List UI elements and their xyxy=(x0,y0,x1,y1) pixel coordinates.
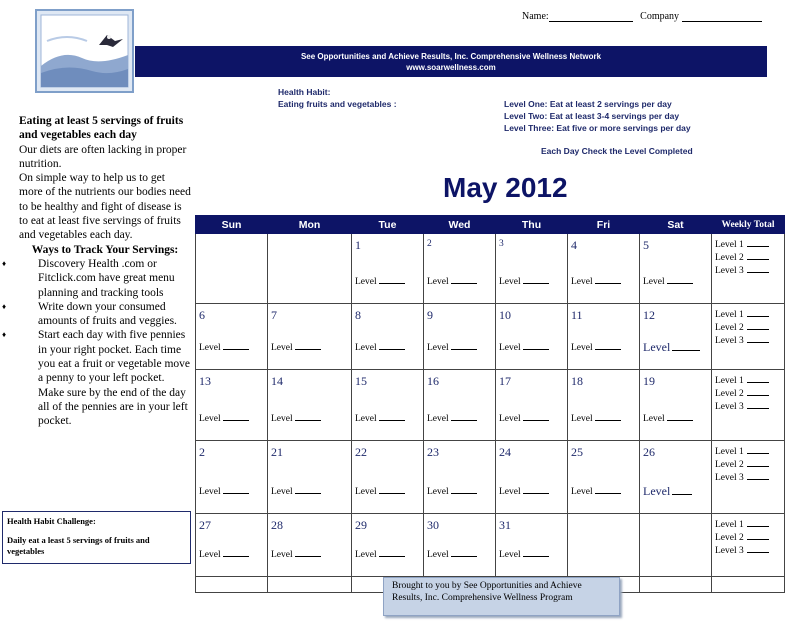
level-blank[interactable] xyxy=(379,341,405,350)
weekly-level-row xyxy=(715,387,769,400)
level-blank[interactable] xyxy=(672,486,692,495)
day-cell xyxy=(196,514,268,577)
level-label: Level xyxy=(427,550,449,560)
day-cell xyxy=(496,304,568,370)
level-blank[interactable] xyxy=(523,412,549,421)
day-cell xyxy=(352,304,424,370)
tip-item xyxy=(19,257,191,300)
day-cell xyxy=(496,370,568,441)
day-cell xyxy=(568,441,640,514)
level-label: Level xyxy=(499,277,521,287)
level-blank[interactable] xyxy=(295,341,321,350)
level-label: Level xyxy=(499,487,521,497)
day-number: 14 xyxy=(271,374,283,388)
level-label: Level xyxy=(355,487,377,497)
weekly-level-row xyxy=(715,334,769,347)
level-label: Level xyxy=(271,343,293,353)
level-label: Level xyxy=(427,343,449,353)
level-label: Level xyxy=(643,340,671,354)
day-cell xyxy=(352,441,424,514)
weekly-level-row xyxy=(715,531,769,544)
empty-day-cell xyxy=(568,514,640,577)
day-number: 1 xyxy=(355,238,361,252)
weekly-total-cell xyxy=(712,234,785,304)
level-entry xyxy=(571,275,621,287)
calendar-header-row xyxy=(196,216,785,234)
level-two-text: Level Two: Eat at least 3-4 servings per day xyxy=(504,111,680,121)
weekly-level-blank[interactable] xyxy=(747,544,769,553)
weekly-level-label: Level 3 xyxy=(715,473,744,483)
weekly-total-cell xyxy=(712,441,785,514)
weekly-level-label: Level 3 xyxy=(715,402,744,412)
day-cell xyxy=(424,441,496,514)
day-number: 31 xyxy=(499,518,511,532)
day-number: 5 xyxy=(643,238,649,252)
day-cell xyxy=(196,370,268,441)
day-number: 15 xyxy=(355,374,367,388)
weekly-level-blank[interactable] xyxy=(747,458,769,467)
day-number: 16 xyxy=(427,374,439,388)
weekly-level-row xyxy=(715,264,769,277)
footer-box: Brought to you by See Opportunities and Achieve Results, Inc. Comprehensive Wellness Program xyxy=(383,577,620,616)
level-entry xyxy=(643,484,692,499)
weekly-level-label: Level 1 xyxy=(715,310,744,320)
day-number: 8 xyxy=(355,308,361,322)
day-number: 17 xyxy=(499,374,511,388)
weekly-total-cell xyxy=(712,514,785,577)
day-cell xyxy=(640,441,712,514)
weekly-level-label: Level 1 xyxy=(715,376,744,386)
day-number: 10 xyxy=(499,308,511,322)
level-blank[interactable] xyxy=(451,548,477,557)
level-label: Level xyxy=(499,414,521,424)
weekly-level-blank[interactable] xyxy=(747,374,769,383)
day-number: 7 xyxy=(271,308,277,322)
weekly-level-label: Level 2 xyxy=(715,533,744,543)
banner-url: www.soarwellness.com xyxy=(406,63,496,72)
day-number: 24 xyxy=(499,445,511,459)
day-header-wed: Wed xyxy=(424,216,496,234)
level-label: Level xyxy=(427,414,449,424)
tip-text: ♦ Discovery Health .com or Fitclick.com have great menu planning and tracking tools xyxy=(38,257,175,299)
level-blank[interactable] xyxy=(672,342,700,351)
level-entry xyxy=(355,412,405,424)
day-number: 13 xyxy=(199,374,211,388)
level-entry xyxy=(427,412,477,424)
weekly-total-cell xyxy=(712,370,785,441)
weekly-levels xyxy=(715,518,769,557)
level-label: Level xyxy=(571,277,593,287)
level-label: Level xyxy=(355,550,377,560)
weekly-level-label: Level 1 xyxy=(715,240,744,250)
sidebar-intro-1: Our diets are often lacking in proper nutrition. xyxy=(19,143,187,170)
level-entry xyxy=(499,341,549,353)
day-cell xyxy=(268,514,352,577)
challenge-box xyxy=(2,511,191,564)
calendar-week-row xyxy=(196,441,785,514)
day-cell xyxy=(268,304,352,370)
day-header-tue: Tue xyxy=(352,216,424,234)
health-habit-text: Eating fruits and vegetables : xyxy=(278,99,397,109)
weekly-level-blank[interactable] xyxy=(747,334,769,343)
level-entry xyxy=(271,341,321,353)
day-number: 22 xyxy=(355,445,367,459)
health-habit-title: Health Habit: xyxy=(278,87,331,97)
day-header-sun: Sun xyxy=(196,216,268,234)
level-entry xyxy=(643,412,693,424)
day-number: 6 xyxy=(199,308,205,322)
day-cell xyxy=(196,441,268,514)
empty-day-cell xyxy=(196,234,268,304)
level-entry xyxy=(355,485,405,497)
day-number: 30 xyxy=(427,518,439,532)
level-label: Level xyxy=(271,487,293,497)
weekly-level-label: Level 3 xyxy=(715,546,744,556)
day-number: 9 xyxy=(427,308,433,322)
calendar-week-row xyxy=(196,234,785,304)
level-entry xyxy=(499,548,549,560)
weekly-level-label: Level 3 xyxy=(715,266,744,276)
calendar-week-row xyxy=(196,514,785,577)
weekly-level-row xyxy=(715,518,769,531)
level-entry xyxy=(499,275,549,287)
level-entry xyxy=(499,485,549,497)
day-number: 11 xyxy=(571,308,583,322)
level-entry xyxy=(271,412,321,424)
level-label: Level xyxy=(199,343,221,353)
level-blank[interactable] xyxy=(595,412,621,421)
weekly-level-row xyxy=(715,374,769,387)
level-blank[interactable] xyxy=(451,485,477,494)
weekly-level-blank[interactable] xyxy=(747,321,769,330)
weekly-level-blank[interactable] xyxy=(747,518,769,527)
weekly-level-blank[interactable] xyxy=(747,471,769,480)
weekly-level-blank[interactable] xyxy=(747,238,769,247)
name-label: Name: xyxy=(522,11,549,22)
header-banner xyxy=(135,46,767,77)
month-title: May 2012 xyxy=(443,172,568,203)
weekly-level-label: Level 2 xyxy=(715,389,744,399)
weekly-level-label: Level 3 xyxy=(715,336,744,346)
level-blank[interactable] xyxy=(223,485,249,494)
tip-item xyxy=(19,300,191,329)
weekly-level-label: Level 1 xyxy=(715,447,744,457)
day-cell xyxy=(268,441,352,514)
level-blank[interactable] xyxy=(451,275,477,284)
challenge-text: Daily eat a least 5 servings of fruits and vegetables xyxy=(7,535,150,556)
weekly-level-row xyxy=(715,251,769,264)
level-entry xyxy=(571,412,621,424)
day-number: 21 xyxy=(271,445,283,459)
weekly-level-row xyxy=(715,308,769,321)
level-entry xyxy=(427,548,477,560)
level-entry xyxy=(355,275,405,287)
level-blank[interactable] xyxy=(223,412,249,421)
level-one-text: Level One: Eat at least 2 servings per day xyxy=(504,99,672,109)
level-blank[interactable] xyxy=(223,548,249,557)
tip-item xyxy=(19,328,191,428)
level-entry xyxy=(427,341,477,353)
day-cell xyxy=(640,304,712,370)
weekly-total-header: Weekly Total xyxy=(712,216,785,234)
day-cell xyxy=(640,234,712,304)
level-label: Level xyxy=(427,487,449,497)
day-cell xyxy=(352,370,424,441)
day-cell xyxy=(424,370,496,441)
level-blank[interactable] xyxy=(523,548,549,557)
sidebar-heading: Eating at least 5 servings of fruits and vegetables each day xyxy=(19,115,184,142)
weekly-level-row xyxy=(715,458,769,471)
weekly-level-row xyxy=(715,321,769,334)
level-label: Level xyxy=(271,414,293,424)
level-label: Level xyxy=(643,277,665,287)
level-entry xyxy=(643,275,693,287)
day-header-thu: Thu xyxy=(496,216,568,234)
level-blank[interactable] xyxy=(523,275,549,284)
level-blank[interactable] xyxy=(295,485,321,494)
level-entry xyxy=(571,485,621,497)
level-entry xyxy=(427,485,477,497)
level-label: Level xyxy=(499,550,521,560)
weekly-level-blank[interactable] xyxy=(747,531,769,540)
weekly-level-label: Level 2 xyxy=(715,460,744,470)
day-cell xyxy=(424,304,496,370)
day-cell xyxy=(640,370,712,441)
day-cell xyxy=(424,234,496,304)
weekly-level-label: Level 1 xyxy=(715,520,744,530)
level-blank[interactable] xyxy=(379,275,405,284)
day-number: 4 xyxy=(571,238,577,252)
weekly-level-row xyxy=(715,238,769,251)
day-number: 27 xyxy=(199,518,211,532)
challenge-title: Health Habit Challenge: xyxy=(7,516,96,526)
sidebar-text xyxy=(19,114,191,429)
weekly-level-blank[interactable] xyxy=(747,264,769,273)
weekly-levels xyxy=(715,445,769,484)
day-number: 12 xyxy=(643,308,655,322)
ways-title: Ways to Track Your Servings: xyxy=(31,243,179,256)
level-label: Level xyxy=(199,487,221,497)
level-label: Level xyxy=(571,343,593,353)
weekly-level-blank[interactable] xyxy=(747,400,769,409)
level-blank[interactable] xyxy=(667,412,693,421)
day-cell xyxy=(568,370,640,441)
level-entry xyxy=(643,340,700,355)
level-label: Level xyxy=(355,414,377,424)
empty-day-cell xyxy=(268,234,352,304)
level-entry xyxy=(499,412,549,424)
level-entry xyxy=(271,485,321,497)
day-number: 2 xyxy=(427,239,432,249)
day-header-fri: Fri xyxy=(568,216,640,234)
weekly-level-label: Level 2 xyxy=(715,323,744,333)
calendar-table xyxy=(195,215,785,593)
day-number: 28 xyxy=(271,518,283,532)
company-blank[interactable] xyxy=(682,12,762,22)
level-blank[interactable] xyxy=(451,412,477,421)
day-cell xyxy=(568,234,640,304)
weekly-level-blank[interactable] xyxy=(747,251,769,260)
name-company-line xyxy=(522,11,762,22)
level-blank[interactable] xyxy=(379,548,405,557)
day-number: 19 xyxy=(643,374,655,388)
level-three-text: Level Three: Eat five or more servings per day xyxy=(504,123,691,133)
day-cell xyxy=(496,441,568,514)
level-label: Level xyxy=(643,484,671,498)
level-label: Level xyxy=(643,414,665,424)
weekly-level-blank[interactable] xyxy=(747,445,769,454)
day-cell xyxy=(352,514,424,577)
company-label: Company xyxy=(640,11,680,22)
day-cell xyxy=(424,514,496,577)
name-blank[interactable] xyxy=(549,12,633,22)
weekly-level-blank[interactable] xyxy=(747,387,769,396)
tip-text: ♦ Start each day with five pennies in your right pocket. Each time you eat a fruit or vegetable move a penny to your left pocket. Make sure by the end of the day all of the pennies are in your left pocket. xyxy=(38,329,190,428)
blank-cell xyxy=(712,577,785,593)
day-number: 23 xyxy=(427,445,439,459)
level-entry xyxy=(199,548,249,560)
level-label: Level xyxy=(499,343,521,353)
empty-day-cell xyxy=(640,514,712,577)
weekly-level-blank[interactable] xyxy=(747,308,769,317)
level-entry xyxy=(199,412,249,424)
level-entry xyxy=(199,485,249,497)
weekly-level-row xyxy=(715,445,769,458)
level-blank[interactable] xyxy=(523,341,549,350)
calendar-week-row xyxy=(196,370,785,441)
level-blank[interactable] xyxy=(223,341,249,350)
day-number: 2 xyxy=(199,445,205,459)
weekly-levels xyxy=(715,374,769,413)
blank-cell xyxy=(268,577,352,593)
tips-list xyxy=(19,257,191,429)
blank-cell xyxy=(196,577,268,593)
level-label: Level xyxy=(427,277,449,287)
level-label: Level xyxy=(355,277,377,287)
level-blank[interactable] xyxy=(595,485,621,494)
level-blank[interactable] xyxy=(295,412,321,421)
blank-cell xyxy=(640,577,712,593)
soar-logo xyxy=(35,9,134,93)
day-number: 26 xyxy=(643,445,655,459)
day-cell xyxy=(496,514,568,577)
level-label: Level xyxy=(199,550,221,560)
weekly-level-label: Level 2 xyxy=(715,253,744,263)
day-cell xyxy=(268,370,352,441)
level-label: Level xyxy=(199,414,221,424)
sidebar-intro-2: On simple way to help us to get more of the nutrients our bodies need to be healthy and fight of disease is to eat at least five servings of fruits and vegetables each day. xyxy=(19,172,191,242)
level-blank[interactable] xyxy=(667,275,693,284)
calendar-week-row xyxy=(196,304,785,370)
day-number: 25 xyxy=(571,445,583,459)
level-entry xyxy=(199,341,249,353)
weekly-total-cell xyxy=(712,304,785,370)
weekly-level-row xyxy=(715,471,769,484)
level-label: Level xyxy=(571,414,593,424)
level-entry xyxy=(571,341,621,353)
level-entry xyxy=(355,341,405,353)
day-number: 3 xyxy=(499,239,504,249)
day-cell xyxy=(352,234,424,304)
day-number: 29 xyxy=(355,518,367,532)
level-entry xyxy=(355,548,405,560)
tip-text: ♦ Write down your consumed amounts of fruits and veggies. xyxy=(38,300,177,328)
day-cell xyxy=(196,304,268,370)
level-entry xyxy=(271,548,321,560)
level-blank[interactable] xyxy=(379,485,405,494)
day-cell xyxy=(568,304,640,370)
day-header-sat: Sat xyxy=(640,216,712,234)
weekly-level-row xyxy=(715,400,769,413)
level-blank[interactable] xyxy=(595,341,621,350)
instruction-text: Each Day Check the Level Completed xyxy=(541,146,693,156)
level-entry xyxy=(427,275,477,287)
level-label: Level xyxy=(355,343,377,353)
level-blank[interactable] xyxy=(451,341,477,350)
weekly-level-row xyxy=(715,544,769,557)
day-cell xyxy=(496,234,568,304)
level-descriptions xyxy=(504,98,691,134)
weekly-levels xyxy=(715,308,769,347)
weekly-levels xyxy=(715,238,769,277)
level-blank[interactable] xyxy=(379,412,405,421)
banner-title: See Opportunities and Achieve Results, Inc. Comprehensive Wellness Network xyxy=(300,52,602,61)
day-number: 18 xyxy=(571,374,583,388)
level-blank[interactable] xyxy=(595,275,621,284)
day-header-mon: Mon xyxy=(268,216,352,234)
level-label: Level xyxy=(271,550,293,560)
level-label: Level xyxy=(571,487,593,497)
level-blank[interactable] xyxy=(523,485,549,494)
level-blank[interactable] xyxy=(295,548,321,557)
